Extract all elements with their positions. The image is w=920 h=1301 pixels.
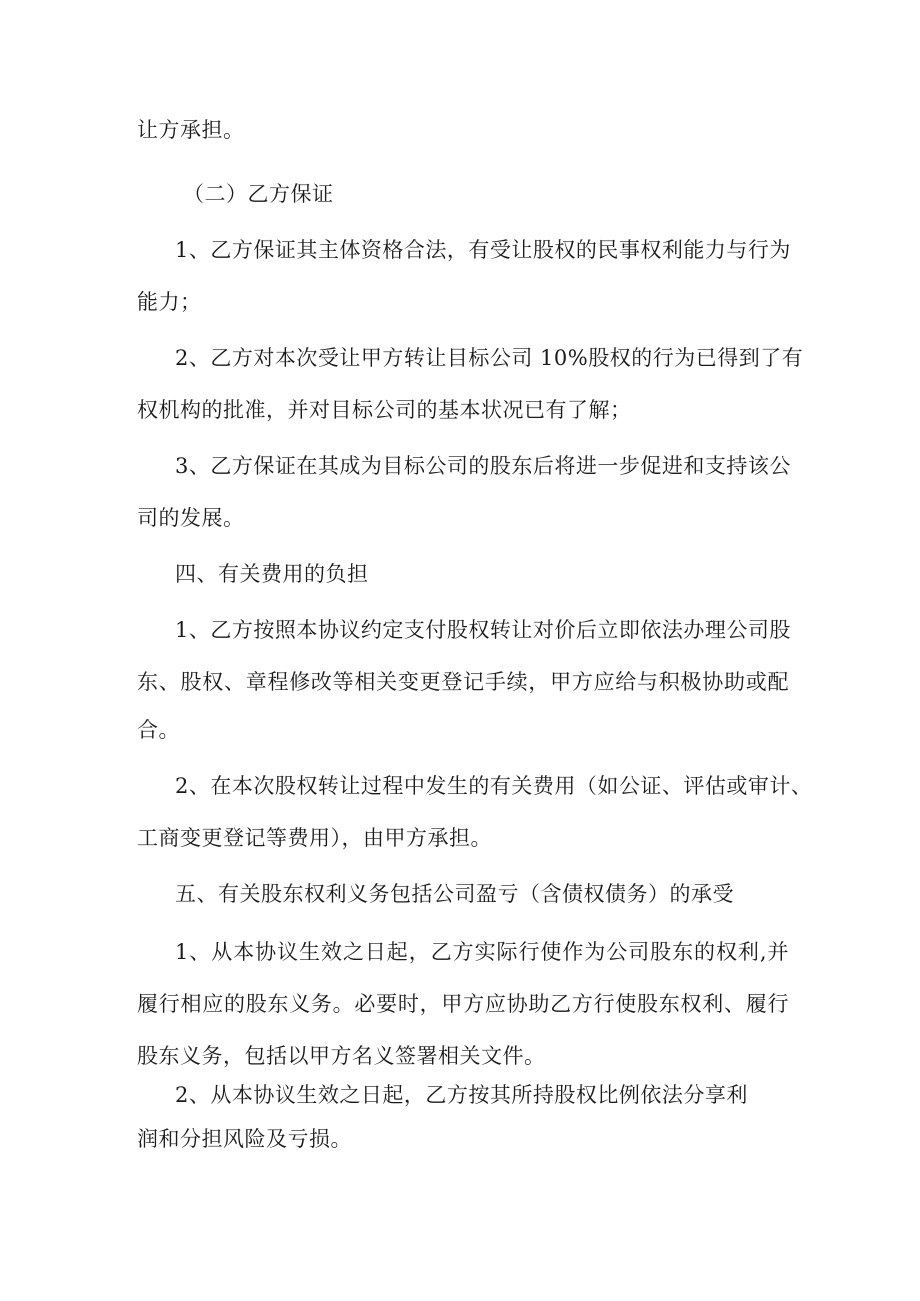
text-line: 润和分担风险及亏损。	[137, 1127, 352, 1151]
text-line: 2、在本次股权转让过程中发生的有关费用（如公证、评估或审计、	[175, 774, 813, 798]
text-line: 1、乙方保证其主体资格合法，有受让股权的民事权利能力与行为	[175, 238, 791, 262]
section-heading: （二）乙方保证	[183, 182, 334, 206]
text-line: 1、乙方按照本协议约定支付股权转让对价后立即依法办理公司股	[175, 618, 791, 642]
text-line: 东、股权、章程修改等相关变更登记手续，甲方应给与积极协助或配	[137, 670, 789, 694]
text-line: 合。	[137, 718, 180, 742]
text-line: 股东义务，包括以甲方名义签署相关文件。	[137, 1044, 546, 1068]
text-line: 权机构的批准，并对目标公司的基本状况已有了解；	[137, 398, 632, 422]
text-line: 让方承担。	[137, 118, 245, 142]
text-line: 司的发展。	[137, 506, 245, 530]
text-line: 3、乙方保证在其成为目标公司的股东后将进一步促进和支持该公	[175, 454, 791, 478]
text-line: 2、从本协议生效之日起，乙方按其所持股权比例依法分享利	[175, 1083, 748, 1107]
section-heading: 四、有关费用的负担	[175, 562, 369, 586]
text-line: 2、乙方对本次受让甲方转让目标公司 10%股权的行为已得到了有	[175, 346, 804, 370]
text-line: 1、从本协议生效之日起，乙方实际行使作为公司股东的权利,并	[175, 940, 789, 964]
text-line: 工商变更登记等费用），由甲方承担。	[137, 826, 492, 850]
text-line: 履行相应的股东义务。必要时，甲方应协助乙方行使股东权利、履行	[137, 992, 789, 1016]
section-heading: 五、有关股东权利义务包括公司盈亏（含债权债务）的承受	[175, 882, 734, 906]
text-line: 能力；	[137, 290, 202, 314]
